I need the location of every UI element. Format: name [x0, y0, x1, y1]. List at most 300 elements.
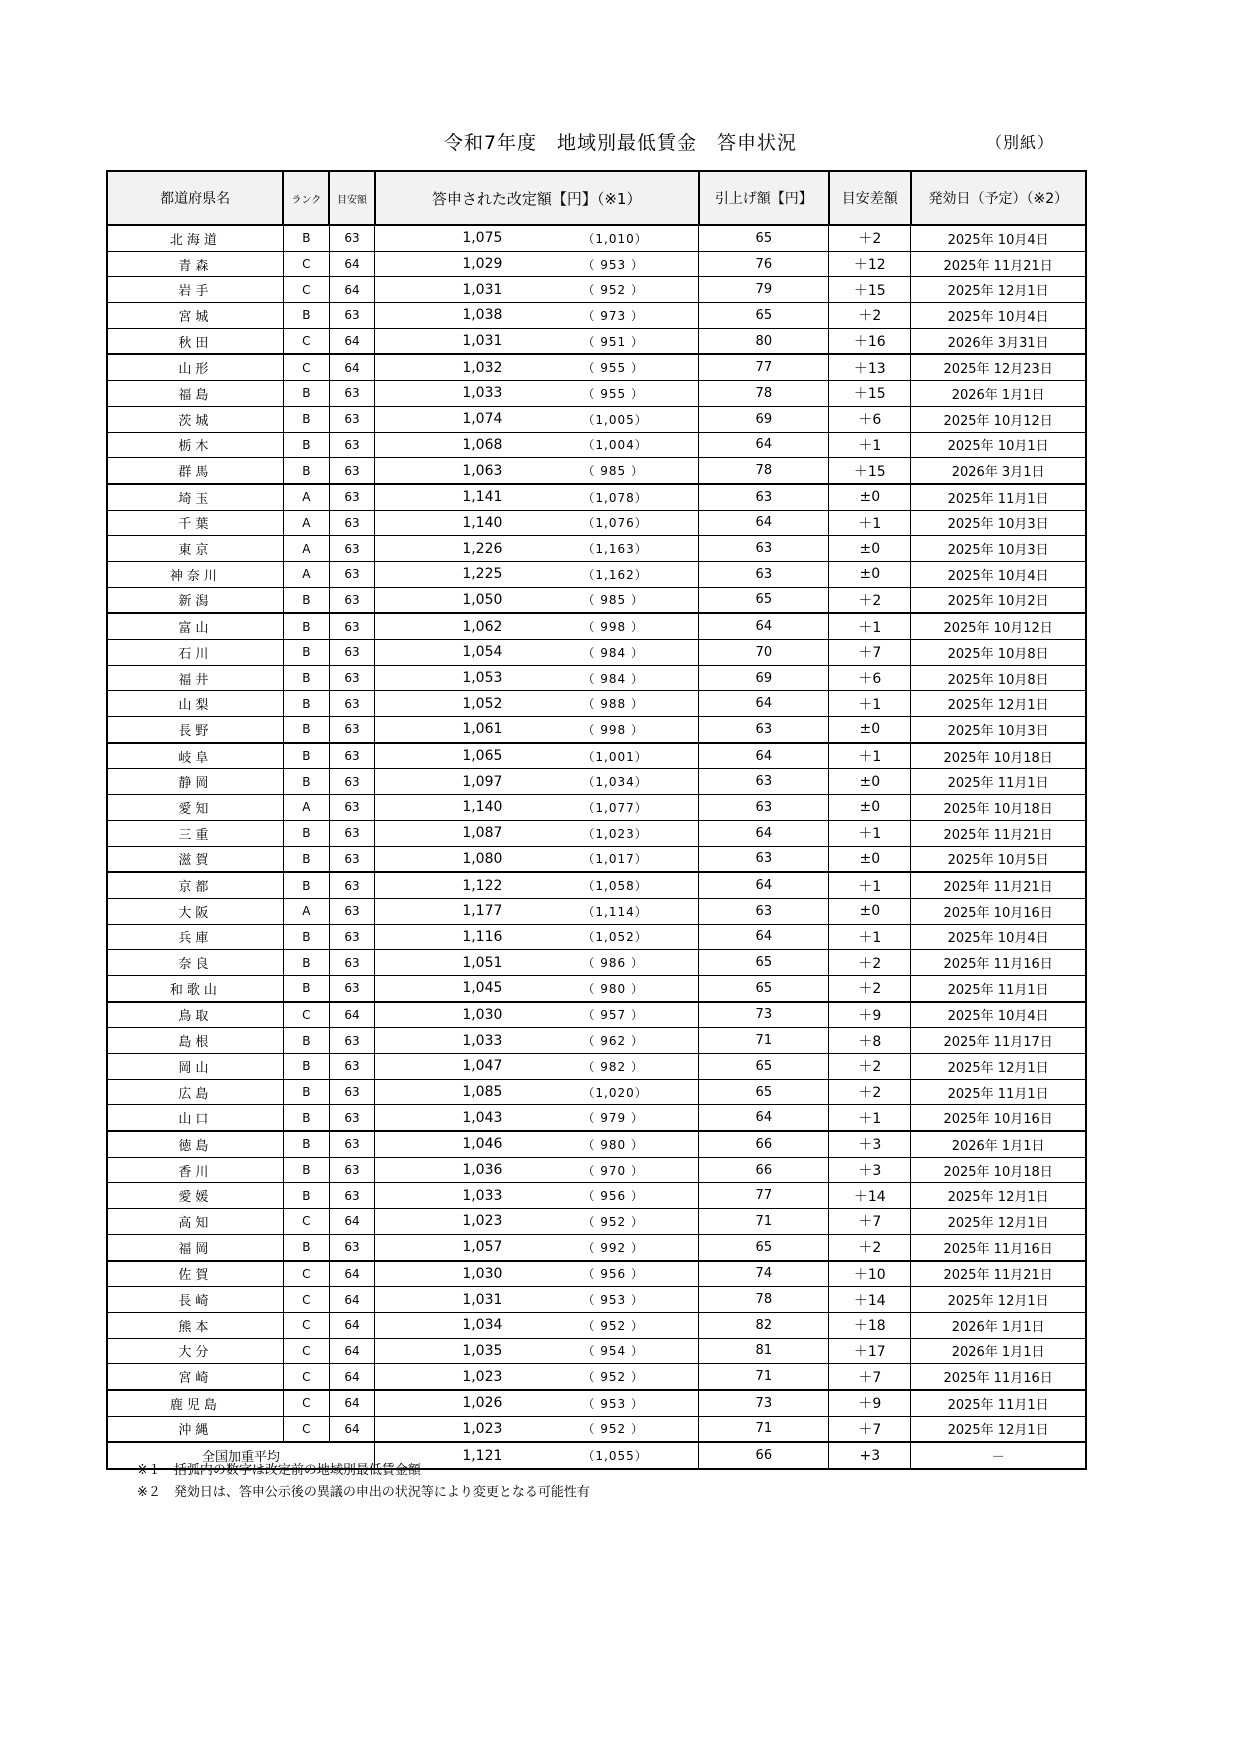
cell-pref: 福井 — [107, 665, 283, 691]
cell-diff: ＋7 — [829, 1416, 911, 1442]
table-row — [107, 458, 1086, 484]
cell-rank: B — [283, 458, 329, 484]
cell-raise: 74 — [699, 1261, 829, 1287]
table-row — [107, 536, 1086, 562]
table-row — [107, 1105, 1086, 1131]
table-row — [107, 406, 1086, 432]
cell-meyasu: 63 — [329, 975, 374, 1001]
cell-old: （ 984 ） — [542, 665, 698, 691]
cell-raise: 65 — [699, 975, 829, 1001]
cell-old: （1,162） — [542, 561, 698, 587]
cell-raise: 65 — [699, 1234, 829, 1260]
cell-old: （1,005） — [542, 406, 698, 432]
table-row — [107, 225, 1086, 251]
cell-diff: ＋15 — [829, 381, 911, 407]
cell-meyasu: 63 — [329, 381, 374, 407]
cell-date: 2025年 11月1日 — [911, 1079, 1086, 1105]
cell-old: （ 979 ） — [542, 1105, 698, 1131]
cell-rank: B — [283, 1157, 329, 1183]
cell-pref: 鹿児島 — [107, 1390, 283, 1416]
cell-diff: ＋1 — [829, 510, 911, 536]
table-row — [107, 1183, 1086, 1209]
cell-meyasu: 63 — [329, 795, 374, 821]
cell-rank: B — [283, 743, 329, 769]
cell-date: 2025年 10月18日 — [911, 743, 1086, 769]
cell-new: 1,031 — [375, 277, 543, 303]
cell-diff: ±0 — [829, 846, 911, 872]
cell-old: （ 970 ） — [542, 1157, 698, 1183]
table-row — [107, 1390, 1086, 1416]
cell-meyasu: 63 — [329, 587, 374, 613]
cell-date: 2025年 11月1日 — [911, 769, 1086, 795]
table-row — [107, 561, 1086, 587]
cell-raise: 79 — [699, 277, 829, 303]
table-row — [107, 1028, 1086, 1054]
cell-new: 1,031 — [375, 1287, 543, 1313]
cell-new: 1,047 — [375, 1054, 543, 1080]
cell-date: 2026年 1月1日 — [911, 1338, 1086, 1364]
cell-raise: 69 — [699, 406, 829, 432]
cell-meyasu: 63 — [329, 406, 374, 432]
cell-new: 1,026 — [375, 1390, 543, 1416]
cell-rank: B — [283, 1105, 329, 1131]
table-row — [107, 898, 1086, 924]
cell-pref: 東京 — [107, 536, 283, 562]
cell-rank: C — [283, 328, 329, 354]
cell-rank: B — [283, 381, 329, 407]
cell-old: （1,004） — [542, 432, 698, 458]
cell-date: 2025年 11月1日 — [911, 975, 1086, 1001]
cell-raise: 64 — [699, 820, 829, 846]
page-title — [0, 128, 1241, 155]
cell-old: （ 992 ） — [542, 1234, 698, 1260]
cell-pref: 北海道 — [107, 225, 283, 251]
cell-pref: 岩手 — [107, 277, 283, 303]
cell-meyasu: 63 — [329, 1183, 374, 1209]
cell-diff: ＋6 — [829, 665, 911, 691]
cell-meyasu: 63 — [329, 1079, 374, 1105]
cell-rank: A — [283, 561, 329, 587]
cell-raise: 80 — [699, 328, 829, 354]
cell-date: 2025年 10月18日 — [911, 795, 1086, 821]
cell-raise: 63 — [699, 898, 829, 924]
cell-raise: 64 — [699, 1105, 829, 1131]
table-row — [107, 640, 1086, 666]
cell-raise: 63 — [699, 717, 829, 743]
cell-new: 1,031 — [375, 328, 543, 354]
cell-diff: ＋18 — [829, 1312, 911, 1338]
cell-diff: ±0 — [829, 717, 911, 743]
cell-pref: 宮崎 — [107, 1364, 283, 1390]
cell-raise: 71 — [699, 1209, 829, 1235]
cell-old: （1,114） — [542, 898, 698, 924]
table-row — [107, 613, 1086, 639]
cell-pref: 鳥取 — [107, 1002, 283, 1028]
cell-rank: C — [283, 1209, 329, 1235]
table-row — [107, 1261, 1086, 1287]
cell-new: 1,030 — [375, 1261, 543, 1287]
cell-diff: ＋2 — [829, 975, 911, 1001]
cell-rank: C — [283, 1261, 329, 1287]
cell-date: 2026年 1月1日 — [911, 1312, 1086, 1338]
cell-diff: ±0 — [829, 484, 911, 510]
cell-new: 1,053 — [375, 665, 543, 691]
cell-diff: ±0 — [829, 536, 911, 562]
header-row — [107, 171, 1086, 225]
cell-meyasu: 63 — [329, 432, 374, 458]
cell-date: 2025年 10月1日 — [911, 432, 1086, 458]
cell-date: 2025年 10月12日 — [911, 613, 1086, 639]
cell-new: 1,023 — [375, 1416, 543, 1442]
cell-rank: B — [283, 665, 329, 691]
cell-new: 1,177 — [375, 898, 543, 924]
cell-old: （1,010） — [542, 225, 698, 251]
cell-raise: 71 — [699, 1364, 829, 1390]
cell-new: 1,061 — [375, 717, 543, 743]
table-row — [107, 665, 1086, 691]
cell-rank: B — [283, 587, 329, 613]
cell-pref: 埼玉 — [107, 484, 283, 510]
cell-raise: 63 — [699, 769, 829, 795]
cell-raise: 64 — [699, 510, 829, 536]
cell-date: 2025年 11月21日 — [911, 251, 1086, 277]
cell-meyasu: 63 — [329, 225, 374, 251]
title-text: 令和7年度 地域別最低賃金 答申状況 — [443, 132, 798, 154]
table-row — [107, 1002, 1086, 1028]
cell-raise: 65 — [699, 303, 829, 329]
header-date: 発効日（予定）（※2） — [911, 171, 1086, 225]
cell-date: 2025年 10月4日 — [911, 561, 1086, 587]
cell-meyasu: 63 — [329, 613, 374, 639]
cell-diff: ＋2 — [829, 225, 911, 251]
cell-old: （ 998 ） — [542, 613, 698, 639]
cell-old: （ 956 ） — [542, 1183, 698, 1209]
header-amount: 答申された改定額【円】（※1） — [375, 171, 699, 225]
cell-pref: 神奈川 — [107, 561, 283, 587]
cell-pref: 山口 — [107, 1105, 283, 1131]
cell-diff: ＋1 — [829, 613, 911, 639]
cell-meyasu: 64 — [329, 1209, 374, 1235]
cell-pref: 三重 — [107, 820, 283, 846]
cell-date: 2025年 10月8日 — [911, 640, 1086, 666]
cell-meyasu: 64 — [329, 1002, 374, 1028]
annex-label: （別紙） — [985, 133, 1054, 152]
cell-date: 2025年 12月1日 — [911, 1054, 1086, 1080]
cell-diff: ±0 — [829, 898, 911, 924]
cell-date: 2025年 10月16日 — [911, 898, 1086, 924]
cell-diff: ＋10 — [829, 1261, 911, 1287]
cell-date: 2025年 11月21日 — [911, 872, 1086, 898]
cell-old: （ 985 ） — [542, 458, 698, 484]
cell-raise: 78 — [699, 1287, 829, 1313]
cell-rank: A — [283, 795, 329, 821]
table-row — [107, 484, 1086, 510]
cell-rank: C — [283, 1338, 329, 1364]
cell-diff: ＋17 — [829, 1338, 911, 1364]
cell-meyasu: 63 — [329, 691, 374, 717]
cell-pref: 福島 — [107, 381, 283, 407]
cell-pref: 熊本 — [107, 1312, 283, 1338]
cell-rank: B — [283, 924, 329, 950]
cell-meyasu: 63 — [329, 484, 374, 510]
cell-raise: 64 — [699, 613, 829, 639]
cell-rank: B — [283, 872, 329, 898]
cell-old: （ 955 ） — [542, 354, 698, 380]
cell-diff: ＋2 — [829, 303, 911, 329]
cell-meyasu: 64 — [329, 1312, 374, 1338]
cell-meyasu: 63 — [329, 1105, 374, 1131]
cell-date: 2025年 12月1日 — [911, 277, 1086, 303]
cell-old: （ 980 ） — [542, 975, 698, 1001]
cell-date: 2025年 10月18日 — [911, 1157, 1086, 1183]
cell-date: 2025年 10月4日 — [911, 303, 1086, 329]
cell-rank: B — [283, 769, 329, 795]
cell-date: 2025年 11月16日 — [911, 1364, 1086, 1390]
cell-date: 2025年 10月5日 — [911, 846, 1086, 872]
cell-diff: ＋2 — [829, 587, 911, 613]
cell-meyasu: 63 — [329, 872, 374, 898]
cell-rank: B — [283, 640, 329, 666]
cell-old: （ 984 ） — [542, 640, 698, 666]
header-diff: 目安差額 — [829, 171, 911, 225]
cell-new: 1,080 — [375, 846, 543, 872]
cell-new: 1,038 — [375, 303, 543, 329]
footnote-2: ※２ 発効日は、答申公示後の異議の申出の状況等により変更となる可能性有 — [137, 1485, 590, 1500]
cell-old: （ 953 ） — [542, 251, 698, 277]
table-row — [107, 1079, 1086, 1105]
cell-pref: 愛知 — [107, 795, 283, 821]
cell-rank: A — [283, 510, 329, 536]
cell-raise: 76 — [699, 251, 829, 277]
cell-rank: C — [283, 1312, 329, 1338]
cell-rank: C — [283, 1390, 329, 1416]
cell-date: 2025年 10月3日 — [911, 510, 1086, 536]
cell-new: 1,141 — [375, 484, 543, 510]
total-raise: 66 — [699, 1442, 829, 1469]
cell-pref: 沖縄 — [107, 1416, 283, 1442]
table-row — [107, 743, 1086, 769]
cell-meyasu: 64 — [329, 251, 374, 277]
table-row — [107, 1416, 1086, 1442]
cell-raise: 66 — [699, 1131, 829, 1157]
cell-diff: ＋7 — [829, 640, 911, 666]
cell-rank: C — [283, 1364, 329, 1390]
cell-meyasu: 63 — [329, 303, 374, 329]
total-label: 全国加重平均 — [107, 1442, 375, 1469]
cell-old: （1,052） — [542, 924, 698, 950]
cell-raise: 78 — [699, 458, 829, 484]
cell-date: 2025年 10月4日 — [911, 1002, 1086, 1028]
table-row — [107, 381, 1086, 407]
cell-pref: 京都 — [107, 872, 283, 898]
cell-meyasu: 64 — [329, 1338, 374, 1364]
cell-new: 1,045 — [375, 975, 543, 1001]
cell-date: 2025年 11月21日 — [911, 820, 1086, 846]
cell-pref: 茨城 — [107, 406, 283, 432]
cell-raise: 70 — [699, 640, 829, 666]
cell-pref: 福岡 — [107, 1234, 283, 1260]
cell-new: 1,225 — [375, 561, 543, 587]
cell-date: 2025年 12月1日 — [911, 1287, 1086, 1313]
cell-raise: 63 — [699, 795, 829, 821]
total-old: （1,055） — [542, 1442, 698, 1469]
cell-rank: C — [283, 354, 329, 380]
cell-old: （ 973 ） — [542, 303, 698, 329]
cell-raise: 69 — [699, 665, 829, 691]
cell-pref: 兵庫 — [107, 924, 283, 950]
table-row — [107, 795, 1086, 821]
cell-pref: 静岡 — [107, 769, 283, 795]
cell-raise: 64 — [699, 924, 829, 950]
cell-rank: C — [283, 277, 329, 303]
cell-old: （ 952 ） — [542, 1364, 698, 1390]
cell-date: 2025年 12月1日 — [911, 691, 1086, 717]
cell-raise: 73 — [699, 1390, 829, 1416]
cell-raise: 77 — [699, 354, 829, 380]
cell-date: 2025年 12月1日 — [911, 1183, 1086, 1209]
cell-old: （ 951 ） — [542, 328, 698, 354]
table-row — [107, 1157, 1086, 1183]
cell-raise: 65 — [699, 1079, 829, 1105]
cell-date: 2025年 11月16日 — [911, 1234, 1086, 1260]
table-row — [107, 1338, 1086, 1364]
cell-diff: ＋1 — [829, 432, 911, 458]
table-row — [107, 872, 1086, 898]
cell-meyasu: 63 — [329, 458, 374, 484]
cell-pref: 愛媛 — [107, 1183, 283, 1209]
cell-rank: B — [283, 1028, 329, 1054]
table-row — [107, 769, 1086, 795]
cell-date: 2025年 10月12日 — [911, 406, 1086, 432]
cell-rank: C — [283, 1416, 329, 1442]
cell-old: （ 982 ） — [542, 1054, 698, 1080]
cell-meyasu: 64 — [329, 328, 374, 354]
cell-new: 1,029 — [375, 251, 543, 277]
cell-new: 1,052 — [375, 691, 543, 717]
cell-meyasu: 63 — [329, 1131, 374, 1157]
header-raise: 引上げ額【円】 — [699, 171, 829, 225]
cell-date: 2025年 10月2日 — [911, 587, 1086, 613]
cell-pref: 新潟 — [107, 587, 283, 613]
cell-diff: ＋1 — [829, 691, 911, 717]
cell-rank: B — [283, 846, 329, 872]
cell-meyasu: 64 — [329, 1287, 374, 1313]
cell-pref: 大阪 — [107, 898, 283, 924]
cell-diff: ＋13 — [829, 354, 911, 380]
cell-raise: 66 — [699, 1157, 829, 1183]
cell-old: （1,076） — [542, 510, 698, 536]
cell-pref: 佐賀 — [107, 1261, 283, 1287]
cell-old: （ 952 ） — [542, 277, 698, 303]
cell-diff: ＋15 — [829, 458, 911, 484]
cell-pref: 広島 — [107, 1079, 283, 1105]
cell-raise: 77 — [699, 1183, 829, 1209]
table-row — [107, 1209, 1086, 1235]
cell-old: （ 954 ） — [542, 1338, 698, 1364]
table-row — [107, 354, 1086, 380]
cell-diff: ＋14 — [829, 1287, 911, 1313]
table-row — [107, 950, 1086, 976]
table-row — [107, 1312, 1086, 1338]
cell-date: 2026年 1月1日 — [911, 1131, 1086, 1157]
cell-new: 1,140 — [375, 795, 543, 821]
cell-new: 1,085 — [375, 1079, 543, 1105]
cell-rank: B — [283, 406, 329, 432]
cell-raise: 64 — [699, 432, 829, 458]
cell-date: 2025年 12月1日 — [911, 1209, 1086, 1235]
cell-new: 1,063 — [375, 458, 543, 484]
total-new: 1,121 — [375, 1442, 543, 1469]
cell-old: （ 985 ） — [542, 587, 698, 613]
cell-pref: 岐阜 — [107, 743, 283, 769]
cell-rank: B — [283, 1234, 329, 1260]
cell-raise: 64 — [699, 691, 829, 717]
cell-meyasu: 63 — [329, 536, 374, 562]
cell-date: 2026年 1月1日 — [911, 381, 1086, 407]
cell-date: 2025年 10月3日 — [911, 536, 1086, 562]
table-row — [107, 820, 1086, 846]
table-row — [107, 691, 1086, 717]
cell-new: 1,050 — [375, 587, 543, 613]
cell-diff: ＋7 — [829, 1364, 911, 1390]
cell-raise: 64 — [699, 872, 829, 898]
cell-pref: 秋田 — [107, 328, 283, 354]
cell-pref: 高知 — [107, 1209, 283, 1235]
cell-raise: 65 — [699, 1054, 829, 1080]
minimum-wage-table — [106, 170, 1087, 1470]
cell-pref: 千葉 — [107, 510, 283, 536]
cell-meyasu: 63 — [329, 561, 374, 587]
cell-old: （1,020） — [542, 1079, 698, 1105]
cell-new: 1,097 — [375, 769, 543, 795]
total-date: － — [911, 1442, 1086, 1469]
table-row — [107, 587, 1086, 613]
cell-diff: ＋1 — [829, 820, 911, 846]
cell-date: 2025年 10月4日 — [911, 225, 1086, 251]
cell-new: 1,122 — [375, 872, 543, 898]
cell-date: 2025年 10月4日 — [911, 924, 1086, 950]
cell-new: 1,032 — [375, 354, 543, 380]
cell-diff: ＋7 — [829, 1209, 911, 1235]
cell-new: 1,033 — [375, 1028, 543, 1054]
cell-pref: 長野 — [107, 717, 283, 743]
cell-meyasu: 63 — [329, 769, 374, 795]
cell-new: 1,033 — [375, 381, 543, 407]
cell-meyasu: 63 — [329, 820, 374, 846]
cell-meyasu: 63 — [329, 1234, 374, 1260]
cell-meyasu: 63 — [329, 898, 374, 924]
cell-old: （1,163） — [542, 536, 698, 562]
cell-rank: B — [283, 1131, 329, 1157]
cell-new: 1,034 — [375, 1312, 543, 1338]
cell-new: 1,046 — [375, 1131, 543, 1157]
cell-old: （ 988 ） — [542, 691, 698, 717]
cell-rank: C — [283, 251, 329, 277]
cell-raise: 81 — [699, 1338, 829, 1364]
cell-date: 2025年 11月1日 — [911, 484, 1086, 510]
cell-diff: ±0 — [829, 795, 911, 821]
table-row — [107, 846, 1086, 872]
cell-rank: B — [283, 717, 329, 743]
cell-diff: ＋8 — [829, 1028, 911, 1054]
cell-pref: 宮城 — [107, 303, 283, 329]
cell-old: （1,023） — [542, 820, 698, 846]
cell-old: （ 953 ） — [542, 1287, 698, 1313]
cell-old: （ 956 ） — [542, 1261, 698, 1287]
cell-pref: 香川 — [107, 1157, 283, 1183]
cell-meyasu: 64 — [329, 1364, 374, 1390]
cell-raise: 63 — [699, 536, 829, 562]
